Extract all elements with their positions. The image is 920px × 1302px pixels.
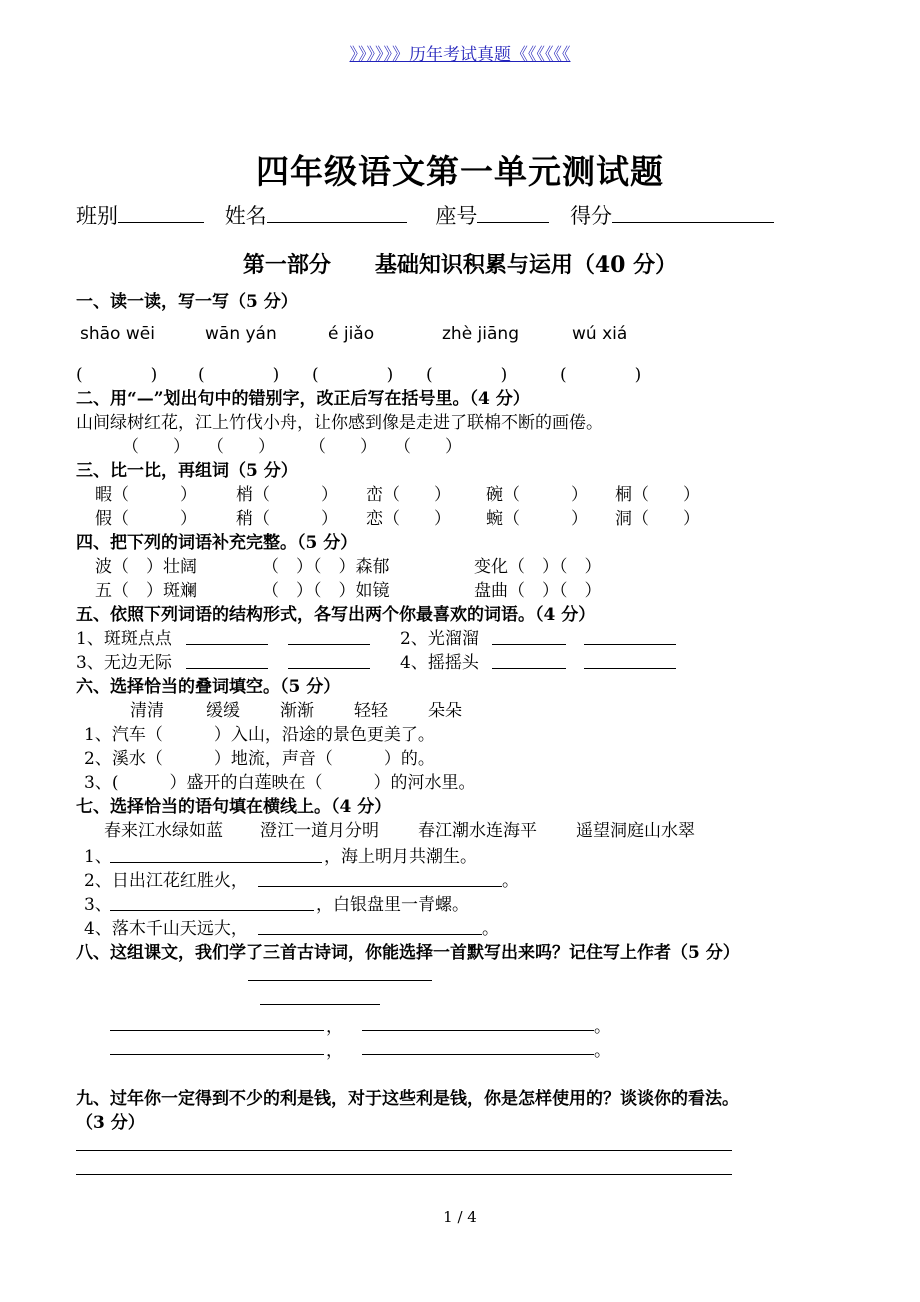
answer-line[interactable] xyxy=(584,668,676,669)
q3-title: 三、比一比，再组词（5 分） xyxy=(76,461,298,481)
q3-item[interactable]: 暇（ ） xyxy=(95,485,197,505)
q7-option: 澄江一道月分明 xyxy=(260,821,379,841)
answer-line[interactable] xyxy=(362,1054,594,1055)
q9-title: 九、过年你一定得到不少的利是钱，对于这些利是钱，你是怎样使用的？谈谈你的看法。 xyxy=(76,1089,739,1109)
answer-line[interactable] xyxy=(492,644,566,645)
q7-option: 遥望洞庭山水翠 xyxy=(576,821,695,841)
answer-line[interactable] xyxy=(258,934,482,935)
q3-item[interactable]: 假（ ） xyxy=(95,509,197,529)
answer-line[interactable] xyxy=(76,1174,732,1175)
q3-item[interactable]: 梢（ ） xyxy=(236,485,338,505)
q7-line-prefix: 4、落木千山天远大， xyxy=(84,919,248,939)
seat-label: 座号 xyxy=(435,204,478,228)
answer-line[interactable] xyxy=(584,644,676,645)
q9-score: （3 分） xyxy=(76,1113,145,1133)
poem-title-line[interactable] xyxy=(248,980,432,981)
answer-line[interactable] xyxy=(110,862,322,863)
q7-line-suffix: 。 xyxy=(502,871,519,891)
q3-item[interactable]: 碗（ ） xyxy=(486,485,588,505)
pinyin-3: é jiǎo xyxy=(328,324,375,344)
q6-title: 六、选择恰当的叠词填空。（5 分） xyxy=(76,677,341,697)
q4-title: 四、把下列的词语补充完整。（5 分） xyxy=(76,533,358,553)
class-label: 班别 xyxy=(76,204,118,228)
q3-item[interactable]: 峦（ ） xyxy=(366,485,451,505)
q6-line[interactable]: 2、溪水（ ）地流，声音（ ）的。 xyxy=(84,749,435,769)
answer-line[interactable] xyxy=(110,1030,324,1031)
q6-word: 渐渐 xyxy=(280,701,314,721)
answer-line[interactable] xyxy=(76,1150,732,1151)
q2-sentence: 山间绿树红花，江上竹伐小舟，让你感到像是走进了联棉不断的画倦。 xyxy=(76,413,603,433)
q5-item: 3、无边无际 xyxy=(76,653,172,673)
q8-title: 八、这组课文，我们学了三首古诗词，你能选择一首默写出来吗？记住写上作者（5 分） xyxy=(76,943,740,963)
q1-title: 一、读一读，写一写（5 分） xyxy=(76,292,298,312)
q6-word: 轻轻 xyxy=(354,701,388,721)
q4-item[interactable]: 波（ ）壮阔 xyxy=(95,557,197,577)
answer-line[interactable] xyxy=(288,668,370,669)
part-heading: 第一部分 基础知识积累与运用（40 分） xyxy=(242,252,678,278)
q3-item[interactable]: 恋（ ） xyxy=(366,509,451,529)
q5-title: 五、依照下列词语的结构形式，各写出两个你最喜欢的词语。（4 分） xyxy=(76,605,596,625)
page-number: 1 / 4 xyxy=(443,1208,477,1226)
q1-answer-5[interactable]: ( ) xyxy=(560,365,642,385)
q4-item[interactable]: 五（ ）斑斓 xyxy=(95,581,197,601)
answer-line[interactable] xyxy=(186,644,268,645)
comma: ， xyxy=(326,1041,343,1061)
q7-option: 春来江水绿如蓝 xyxy=(104,821,223,841)
answer-line[interactable] xyxy=(288,644,370,645)
period: 。 xyxy=(594,1041,611,1061)
name-label: 姓名 xyxy=(224,204,267,228)
q7-line-prefix: 3、 xyxy=(84,895,112,915)
q1-answer-3[interactable]: ( ) xyxy=(312,365,394,385)
page-title: 四年级语文第一单元测试题 xyxy=(256,152,664,191)
comma: ， xyxy=(326,1017,343,1037)
q7-line-suffix: 。 xyxy=(482,919,499,939)
q7-line-suffix: ，海上明月共潮生。 xyxy=(324,847,477,867)
q1-answer-2[interactable]: ( ) xyxy=(198,365,280,385)
q6-line[interactable]: 3、( ）盛开的白莲映在（ ）的河水里。 xyxy=(84,773,476,793)
class-field[interactable] xyxy=(118,204,204,223)
answer-line[interactable] xyxy=(362,1030,594,1031)
q7-line-prefix: 1、 xyxy=(84,847,112,867)
q2-title: 二、用“—”划出句中的错别字，改正后写在括号里。（4 分） xyxy=(76,389,530,409)
q3-item[interactable]: 稍（ ） xyxy=(236,509,338,529)
answer-line[interactable] xyxy=(110,1054,324,1055)
q7-title: 七、选择恰当的语句填在横线上。（4 分） xyxy=(76,797,392,817)
header-link[interactable]: 》》》》》》历年考试真题《《《《《《 xyxy=(349,45,571,65)
score-label: 得分 xyxy=(570,204,613,228)
q5-item: 4、摇摇头 xyxy=(400,653,479,673)
q5-item: 1、斑斑点点 xyxy=(76,629,172,649)
period: 。 xyxy=(594,1017,611,1037)
pinyin-4: zhè jiāng xyxy=(442,324,519,344)
pinyin-5: wú xiá xyxy=(572,324,628,344)
q4-item[interactable]: （ ）（ ）森郁 xyxy=(262,557,390,577)
name-field[interactable] xyxy=(267,204,407,223)
q5-item: 2、光溜溜 xyxy=(400,629,479,649)
answer-line[interactable] xyxy=(186,668,268,669)
student-info-row xyxy=(76,200,788,230)
answer-line[interactable] xyxy=(110,910,314,911)
pinyin-1: shāo wēi xyxy=(80,324,155,344)
q6-word: 缓缓 xyxy=(206,701,240,721)
q7-line-suffix: ，白银盘里一青螺。 xyxy=(316,895,469,915)
q1-answer-1[interactable]: ( ) xyxy=(76,365,158,385)
q6-word: 朵朵 xyxy=(428,701,462,721)
answer-line[interactable] xyxy=(258,886,502,887)
pinyin-2: wān yán xyxy=(205,324,277,344)
q4-item[interactable]: 变化（ ）（ ） xyxy=(474,557,602,577)
q1-answer-4[interactable]: ( ) xyxy=(426,365,508,385)
q7-line-prefix: 2、日出江花红胜火， xyxy=(84,871,248,891)
poem-author-line[interactable] xyxy=(260,1004,380,1005)
q7-option: 春江潮水连海平 xyxy=(418,821,537,841)
answer-line[interactable] xyxy=(492,668,566,669)
q6-line[interactable]: 1、汽车（ ）入山，沿途的景色更美了。 xyxy=(84,725,435,745)
q4-item[interactable]: 盘曲（ ）（ ） xyxy=(474,581,602,601)
q3-item[interactable]: 洞（ ） xyxy=(615,509,700,529)
q2-answers[interactable]: （ ） （ ） （ ） （ ） xyxy=(122,437,462,457)
q4-item[interactable]: （ ）（ ）如镜 xyxy=(262,581,390,601)
score-field[interactable] xyxy=(612,204,774,223)
seat-field[interactable] xyxy=(477,204,549,223)
q3-item[interactable]: 桐（ ） xyxy=(615,485,700,505)
q3-item[interactable]: 蜿（ ） xyxy=(486,509,588,529)
q6-word: 清清 xyxy=(130,701,164,721)
